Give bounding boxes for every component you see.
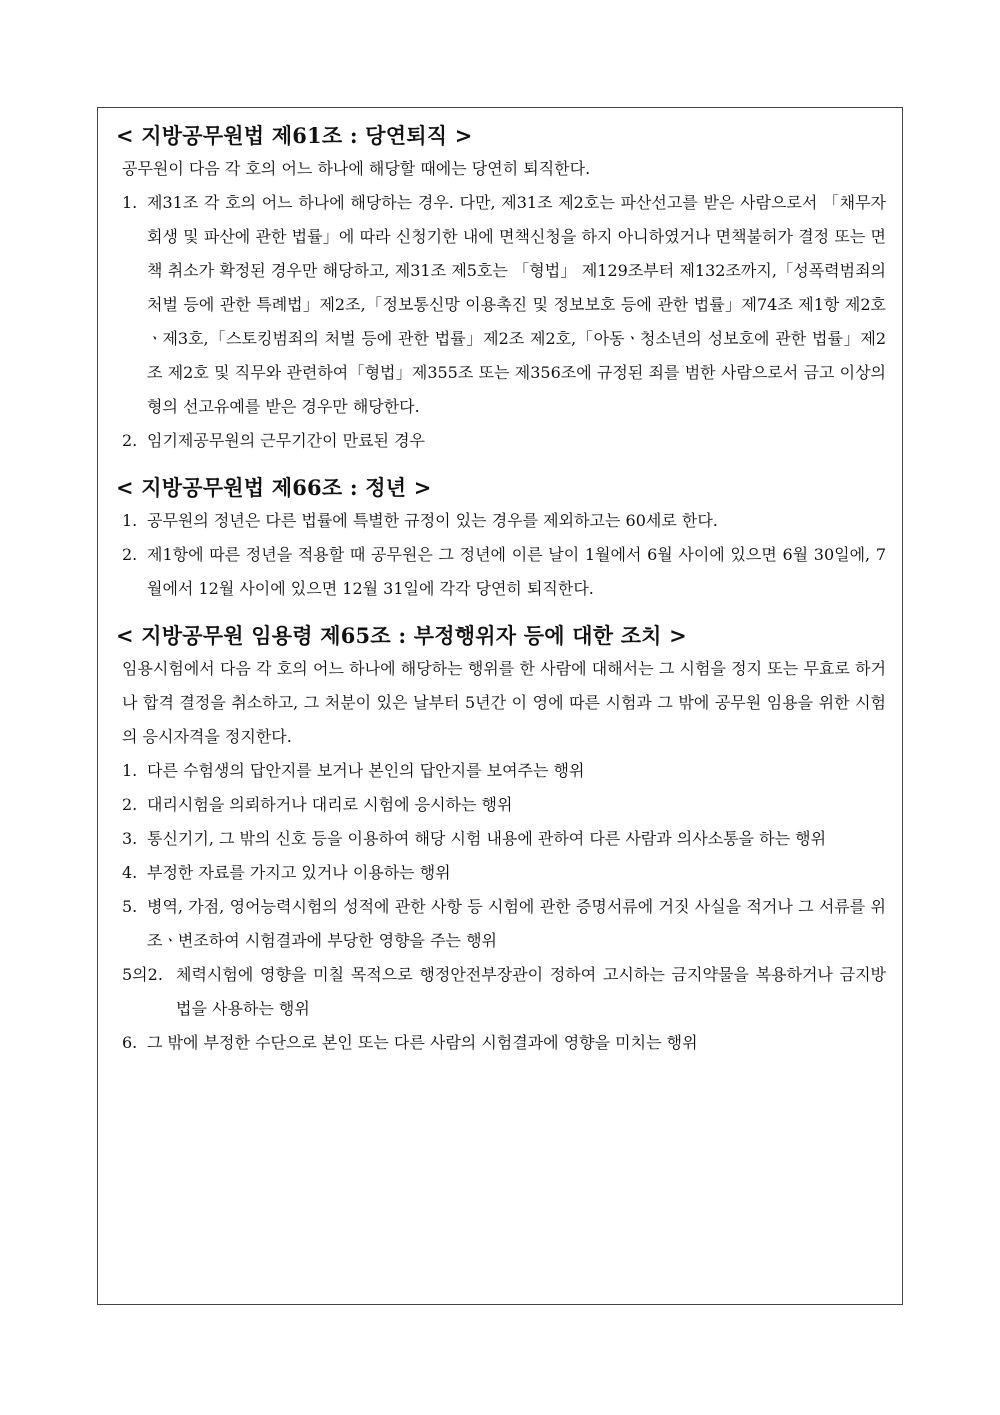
list-item bbox=[116, 822, 890, 856]
item-number: 5의2. bbox=[122, 965, 163, 984]
item-text: 병역, 가점, 영어능력시험의 성적에 관한 사항 등 시험에 관한 증명서류에 거짓 사실을 적거나 그 서류를 위조ㆍ변조하여 시험결과에 부당한 영향을 주는 행위 bbox=[147, 897, 886, 950]
item-number: 2. bbox=[122, 545, 138, 564]
section-intro: 임용시험에서 다음 각 호의 어느 하나에 해당하는 행위를 한 사람에 대해서는 그 시험을 정지 또는 무효로 하거나 합격 결정을 취소하고, 그 처분이 있은 날부터 5년간 이 영에 따른 시험과 그 밖에 공무원 임용을 위한 시험의 응시자격을 정지한다. bbox=[122, 659, 886, 746]
item-text: 부정한 자료를 가지고 있거나 이용하는 행위 bbox=[147, 863, 451, 882]
item-text: 대리시험을 의뢰하거나 대리로 시험에 응시하는 행위 bbox=[147, 795, 513, 814]
list-item bbox=[116, 186, 890, 424]
section-retirement-age bbox=[116, 472, 890, 606]
item-text: 통신기기, 그 밖의 신호 등을 이용하여 해당 시험 내용에 관하여 다른 사람과 의사소통을 하는 행위 bbox=[147, 829, 827, 848]
section-title: < 지방공무원법 제61조 : 당연퇴직 > bbox=[116, 123, 473, 148]
item-text: 그 밖에 부정한 수단으로 본인 또는 다른 사람의 시험결과에 영향을 미치는 행위 bbox=[147, 1033, 698, 1052]
list-item bbox=[116, 958, 890, 1026]
item-number: 2. bbox=[122, 431, 138, 450]
section-intro: 공무원이 다음 각 호의 어느 하나에 해당할 때에는 당연히 퇴직한다. bbox=[122, 159, 591, 178]
clause-list bbox=[116, 504, 890, 606]
list-item bbox=[116, 538, 890, 606]
item-text: 제1항에 따른 정년을 적용할 때 공무원은 그 정년에 이른 날이 1월에서 6월 사이에 있으면 6월 30일에, 7월에서 12월 사이에 있으면 12월 31일에 각각 당연히 퇴직한다. bbox=[147, 545, 886, 598]
list-item bbox=[116, 754, 890, 788]
item-number: 4. bbox=[122, 863, 138, 882]
clause-list bbox=[116, 754, 890, 1060]
item-text: 공무원의 정년은 다른 법률에 특별한 규정이 있는 경우를 제외하고는 60세로 한다. bbox=[147, 511, 718, 530]
clause-list bbox=[116, 186, 890, 458]
item-number: 2. bbox=[122, 795, 138, 814]
item-text: 제31조 각 호의 어느 하나에 해당하는 경우. 다만, 제31조 제2호는 파산선고를 받은 사람으로서 「채무자 회생 및 파산에 관한 법률」에 따라 신청기한 내에 면책신청을 하지 아니하였거나 면책불허가 결정 또는 면책 취소가 확정된 경우만 해당하고, 제31조 제5호는 「형법」 제129조부터 제132조까지,「성폭력범죄의 처벌 등에 관한 특례법」제2조,「정보통신망 이용촉진 및 정보보호 등에 관한 법률」제74조 제1항 제2호ㆍ제3호,「스토킹범죄의 처벌 등에 관한 법률」제2조 제2호,「아동ㆍ청소년의 성보호에 관한 법률」제2조 제2호 및 직무와 관련하여「형법」제355조 또는 제356조에 규정된 죄를 범한 사람으로서 금고 이상의 형의 선고유예를 받은 경우만 해당한다. bbox=[147, 193, 886, 416]
item-number: 3. bbox=[122, 829, 138, 848]
item-number: 1. bbox=[122, 761, 138, 780]
list-item bbox=[116, 856, 890, 890]
item-number: 6. bbox=[122, 1033, 138, 1052]
item-number: 5. bbox=[122, 897, 138, 916]
list-item bbox=[116, 788, 890, 822]
section-title: < 지방공무원 임용령 제65조 : 부정행위자 등에 대한 조치 > bbox=[116, 623, 687, 648]
list-item bbox=[116, 504, 890, 538]
item-number: 1. bbox=[122, 511, 138, 530]
item-text: 다른 수험생의 답안지를 보거나 본인의 답안지를 보여주는 행위 bbox=[147, 761, 585, 780]
item-text: 체력시험에 영향을 미칠 목적으로 행정안전부장관이 정하여 고시하는 금지약물을 복용하거나 금지방법을 사용하는 행위 bbox=[176, 965, 886, 1018]
list-item bbox=[116, 890, 890, 958]
list-item bbox=[116, 1026, 890, 1060]
section-retirement bbox=[116, 120, 890, 458]
item-text: 임기제공무원의 근무기간이 만료된 경우 bbox=[147, 431, 426, 450]
list-item bbox=[116, 424, 890, 458]
regulation-document-box bbox=[97, 107, 903, 1305]
section-misconduct-measures bbox=[116, 620, 890, 1060]
item-number: 1. bbox=[122, 193, 138, 212]
section-title: < 지방공무원법 제66조 : 정년 > bbox=[116, 475, 432, 500]
